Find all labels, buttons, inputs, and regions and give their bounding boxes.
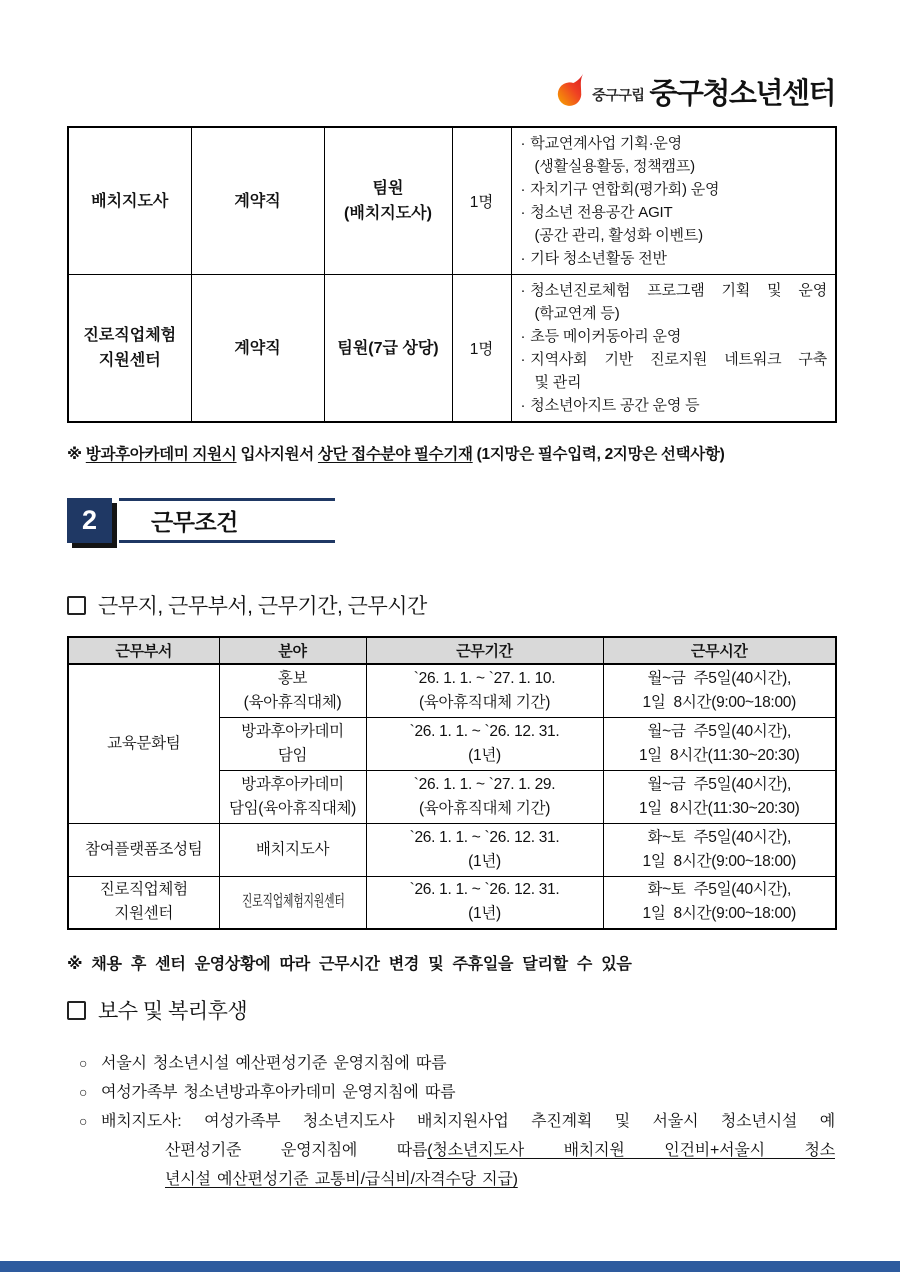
hours-cell xyxy=(603,823,836,876)
field-cell xyxy=(219,664,366,717)
cell-line: 지원센터 xyxy=(114,905,174,923)
cell-line: `26. 1. 1. ~ `26. 12. 31. xyxy=(409,828,560,846)
text-segment: 산편성기준 운영지침에 따름 xyxy=(165,1142,428,1159)
duty-line: · 청소년진로체험 프로그램 기획 및 운영 xyxy=(520,282,827,299)
benefit-line xyxy=(101,1049,835,1078)
cell-line: 월~금 주5일(40시간), xyxy=(647,775,791,793)
benefit-item xyxy=(79,1078,835,1107)
bullet-dot-icon: · xyxy=(520,250,526,267)
work-table-header-cell: 근무기간 xyxy=(366,637,603,664)
underlined-text: 상단 접수분야 필수기재 xyxy=(317,446,473,463)
duty-line: · 기타 청소년활동 전반 xyxy=(520,250,667,267)
footer-bar xyxy=(0,1261,900,1272)
benefit-content xyxy=(101,1107,835,1194)
headcount-cell xyxy=(452,275,511,423)
period-cell xyxy=(366,664,603,717)
duty-line: · 학교연계사업 기획·운영 xyxy=(520,135,682,152)
cell-line: `26. 1. 1. ~ `26. 12. 31. xyxy=(409,722,560,740)
cell-line: 월~금 주5일(40시간), xyxy=(647,722,791,740)
dept-cell xyxy=(68,876,219,929)
headcount-cell xyxy=(452,127,511,275)
position-row xyxy=(68,127,836,275)
cell-line: 교육문화팀 xyxy=(107,734,181,752)
hours-cell xyxy=(603,876,836,929)
work-table-header-cell: 분야 xyxy=(219,637,366,664)
logo-org-prefix: 중구구립 xyxy=(592,87,645,103)
position-cell xyxy=(68,127,191,275)
hours-cell xyxy=(603,664,836,717)
cell-line: 팀원 xyxy=(372,180,404,197)
underlined-text: (청소년지도사 배치지원 인건비+서울시 청소 xyxy=(427,1142,835,1159)
duty-line: · 청소년 전용공간 AGIT xyxy=(520,204,673,221)
bullet-dot-icon: · xyxy=(520,397,526,414)
circle-bullet-icon: ○ xyxy=(79,1055,88,1071)
text-segment: ※ xyxy=(67,446,86,463)
cell-line: 방과후아카데미 xyxy=(241,775,344,793)
rank-cell xyxy=(324,275,452,423)
cell-line: 계약직 xyxy=(234,339,281,357)
cell-line: (육아휴직대체) xyxy=(243,693,342,711)
heading-label: 근무지, 근무부서, 근무기간, 근무시간 xyxy=(98,595,427,618)
bullet-dot-icon: · xyxy=(520,282,526,299)
section-title-text: 근무조건 xyxy=(151,509,238,535)
text-segment: (1지망은 필수입력, 2지망은 선택사항) xyxy=(472,446,725,463)
benefit-item xyxy=(79,1107,835,1194)
employment-type-cell xyxy=(191,275,324,423)
cell-line: 1명 xyxy=(469,194,494,211)
bullet-dot-icon: · xyxy=(520,181,526,198)
work-row xyxy=(68,823,836,876)
work-row xyxy=(68,876,836,929)
cell-line: 1일 8시간(9:00~18:00) xyxy=(642,852,796,870)
cell-line: 진로직업체험 xyxy=(83,327,177,344)
cell-line: `26. 1. 1. ~ `26. 12. 31. xyxy=(409,881,560,899)
heading-label: 보수 및 복리후생 xyxy=(98,1000,248,1023)
benefit-line xyxy=(101,1078,835,1107)
circle-bullet-icon: ○ xyxy=(79,1084,88,1100)
benefit-line xyxy=(101,1107,835,1136)
hours-cell xyxy=(603,717,836,770)
underlined-text: 방과후아카데미 지원시 xyxy=(85,446,237,463)
cell-line: 1일 8시간(9:00~18:00) xyxy=(642,905,796,923)
cell-line: 담임 xyxy=(277,746,308,764)
cell-line: (배치지도사) xyxy=(344,205,432,222)
duty-line: · 지역사회 기반 진로지원 네트워크 구축 xyxy=(520,351,827,368)
text-segment: 배치지도사: 여성가족부 청소년지도사 배치지원사업 추진계획 및 서울시 청소년시설 예 xyxy=(101,1113,835,1130)
academy-note xyxy=(67,442,835,464)
checkbox-icon xyxy=(67,1001,86,1020)
cell-line: (1년) xyxy=(468,746,501,764)
cell-line: 배치지도사 xyxy=(91,192,169,210)
period-cell xyxy=(366,876,603,929)
cell-line: 화~토 주5일(40시간), xyxy=(647,828,791,846)
cell-line: 담임(육아휴직대체) xyxy=(228,799,357,817)
duties-cell xyxy=(511,275,836,423)
cell-line: 1명 xyxy=(469,341,494,358)
cell-line: 방과후아카데미 xyxy=(241,722,344,740)
text-segment: 여성가족부 청소년방과후아카데미 운영지침에 따름 xyxy=(101,1084,456,1101)
duty-line: · 초등 메이커동아리 운영 xyxy=(520,328,682,345)
period-cell xyxy=(366,823,603,876)
cell-line: 월~금 주5일(40시간), xyxy=(647,669,791,687)
work-table xyxy=(67,636,837,930)
section-title xyxy=(119,498,335,543)
field-cell xyxy=(219,876,366,929)
logo-flame-icon xyxy=(555,72,585,110)
benefits-list xyxy=(67,1049,835,1194)
duty-line: · 청소년아지트 공간 운영 등 xyxy=(520,397,700,414)
cell-line: (육아휴직대체 기간) xyxy=(418,799,551,817)
cell-line: (육아휴직대체 기간) xyxy=(418,693,551,711)
bullet-dot-icon: · xyxy=(520,328,526,345)
cell-line: 1일 8시간(11:30~20:30) xyxy=(638,746,800,764)
section-number-badge: 2 xyxy=(67,498,112,543)
dept-cell xyxy=(68,664,219,823)
cell-line: 1일 8시간(9:00~18:00) xyxy=(642,693,796,711)
cell-line: 참여플랫폼조성팀 xyxy=(85,840,203,858)
field-cell xyxy=(219,717,366,770)
bullet-dot-icon: · xyxy=(520,135,526,152)
cell-line: 화~토 주5일(40시간), xyxy=(647,881,791,899)
duty-line: · 자치기구 연합회(평가회) 운영 xyxy=(520,181,720,198)
cell-line: `26. 1. 1. ~ `27. 1. 10. xyxy=(413,669,556,687)
text-segment: 입사지원서 xyxy=(236,446,318,463)
bullet-dot-icon: · xyxy=(520,204,526,221)
cell-line: 팀원(7급 상당) xyxy=(337,339,439,357)
cell-line: 배치지도사 xyxy=(255,840,330,858)
duty-line: (공간 관리, 활성화 이벤트) xyxy=(534,227,703,244)
positions-table xyxy=(67,126,837,423)
underlined-text: 년시설 예산편성기준 교통비/급식비/자격수당 지급) xyxy=(165,1171,518,1188)
benefit-line xyxy=(101,1165,835,1194)
text-segment: 서울시 청소년시설 예산편성기준 운영지침에 따름 xyxy=(101,1055,447,1072)
work-conditions-heading xyxy=(67,590,835,620)
circle-bullet-icon: ○ xyxy=(79,1113,88,1129)
cell-line: 지원센터 xyxy=(98,352,161,369)
pay-heading xyxy=(67,995,835,1025)
duties-cell xyxy=(511,127,836,275)
work-table-header-cell: 근무시간 xyxy=(603,637,836,664)
cell-line: 진로직업체험 xyxy=(99,881,188,899)
bullet-dot-icon: · xyxy=(520,351,526,368)
section-header xyxy=(67,498,835,543)
hours-cell xyxy=(603,770,836,823)
field-cell xyxy=(219,823,366,876)
cell-line: 홍보 xyxy=(277,669,308,687)
period-cell xyxy=(366,717,603,770)
cell-line: 1일 8시간(11:30~20:30) xyxy=(638,799,800,817)
logo-org-name: 중구청소년센터 xyxy=(649,78,835,110)
checkbox-icon xyxy=(67,596,86,615)
cell-line: 진로직업체험지원센터 xyxy=(241,893,345,911)
cell-line: `26. 1. 1. ~ `27. 1. 29. xyxy=(413,775,556,793)
field-cell xyxy=(219,770,366,823)
benefit-content xyxy=(101,1078,835,1107)
cell-line: (1년) xyxy=(468,852,501,870)
benefit-item xyxy=(79,1049,835,1078)
duty-line: 및 관리 xyxy=(534,374,582,391)
cell-line: (1년) xyxy=(468,905,501,923)
logo xyxy=(67,68,835,110)
duty-line: (생활실용활동, 정책캠프) xyxy=(534,158,695,175)
employment-type-cell xyxy=(191,127,324,275)
dept-cell xyxy=(68,823,219,876)
position-row xyxy=(68,275,836,423)
benefit-content xyxy=(101,1049,835,1078)
work-table-header-cell: 근무부서 xyxy=(68,637,219,664)
duty-line: (학교연계 등) xyxy=(534,305,620,322)
period-cell xyxy=(366,770,603,823)
work-table-header-row xyxy=(68,637,836,664)
rank-cell xyxy=(324,127,452,275)
work-row xyxy=(68,664,836,717)
position-cell xyxy=(68,275,191,423)
schedule-note: ※ 채용 후 센터 운영상황에 따라 근무시간 변경 및 주휴일을 달리할 수 있음 xyxy=(67,956,632,973)
benefit-line xyxy=(101,1136,835,1165)
cell-line: 계약직 xyxy=(234,192,281,210)
